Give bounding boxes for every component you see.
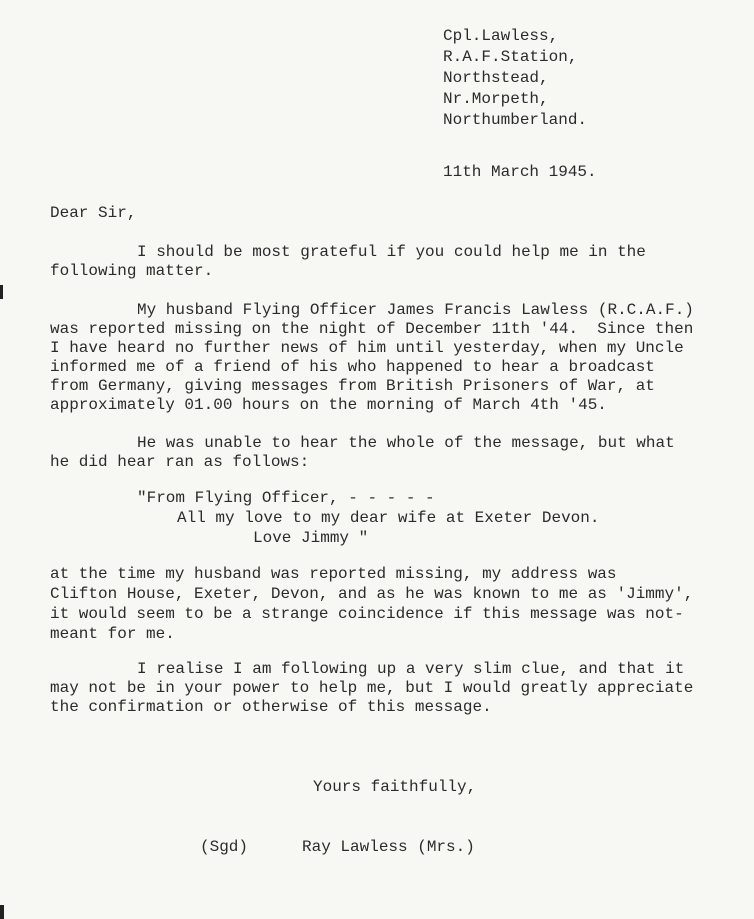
text-line: following matter.	[50, 262, 214, 280]
paragraph-1	[50, 243, 646, 281]
text-line: at the time my husband was reported missing, my address was	[50, 565, 617, 583]
text-line: he did hear ran as follows:	[50, 453, 310, 471]
text-line: may not be in your power to help me, but I would greatly appreciate	[50, 679, 694, 697]
text-line: the confirmation or otherwise of this message.	[50, 698, 492, 716]
signature-prefix: (Sgd)	[200, 838, 249, 856]
text-line: Clifton House, Exeter, Devon, and as he was known to me as 'Jimmy',	[50, 585, 694, 603]
paragraph-5	[50, 660, 693, 717]
salutation: Dear Sir,	[50, 204, 137, 222]
text-line: was reported missing on the night of December 11th '44. Since then	[50, 320, 694, 338]
paragraph-4	[50, 564, 693, 644]
address-line: Northumberland.	[443, 111, 588, 129]
closing: Yours faithfully,	[313, 778, 477, 796]
address-line: Nr.Morpeth,	[443, 90, 549, 108]
text-line: I realise I am following up a very slim clue, and that it	[137, 660, 685, 678]
scan-edge-mark	[0, 905, 4, 919]
quoted-message	[137, 488, 599, 548]
paragraph-3	[50, 434, 675, 472]
scan-edge-mark	[0, 285, 3, 299]
text-line: I should be most grateful if you could help me in the	[137, 243, 646, 261]
text-line: informed me of a friend of his who happened to hear a broadcast	[50, 358, 655, 376]
text-line: approximately 01.00 hours on the morning of March 4th '45.	[50, 396, 607, 414]
quote-line: "From Flying Officer, - - - - -	[137, 489, 435, 507]
quote-line: Love Jimmy "	[253, 529, 369, 547]
text-line: it would seem to be a strange coincidence if this message was not-	[50, 605, 684, 623]
address-line: Northstead,	[443, 69, 549, 87]
address-line: Cpl.Lawless,	[443, 27, 559, 45]
quote-line: All my love to my dear wife at Exeter Devon.	[177, 509, 600, 527]
text-line: I have heard no further news of him until yesterday, when my Uncle	[50, 339, 684, 357]
text-line: from Germany, giving messages from British Prisoners of War, at	[50, 377, 655, 395]
signature-name: Ray Lawless (Mrs.)	[302, 838, 475, 856]
letter-date: 11th March 1945.	[443, 163, 597, 181]
address-line: R.A.F.Station,	[443, 48, 578, 66]
text-line: My husband Flying Officer James Francis Lawless (R.C.A.F.)	[137, 301, 694, 319]
text-line: meant for me.	[50, 625, 175, 643]
paragraph-2	[50, 301, 694, 415]
text-line: He was unable to hear the whole of the message, but what	[137, 434, 675, 452]
sender-address	[443, 26, 587, 131]
